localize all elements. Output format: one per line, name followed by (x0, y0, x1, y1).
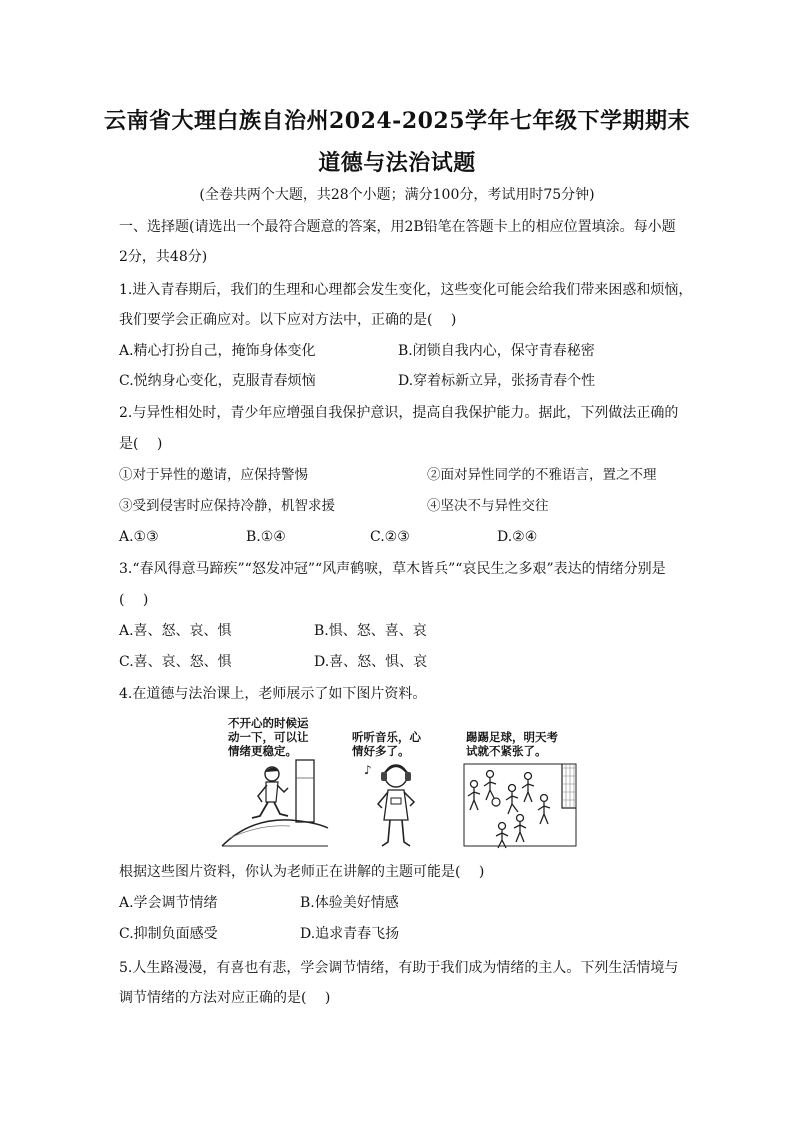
q1-option-a: A.精心打扮自己，掩饰身体变化 (119, 343, 316, 359)
q4-option-b: B.体验美好情感 (300, 895, 399, 911)
section-instruction-line2: 2分，共48分) (119, 249, 208, 265)
q4-picture1-caption-line1: 不开心的时候运 (228, 716, 309, 730)
svg-text:♪: ♪ (364, 763, 372, 777)
q4-stem: 4.在道德与法治课上，老师展示了如下图片资料。 (119, 686, 427, 702)
q4-picture2-caption-line2: 情好多了。 (352, 744, 410, 758)
q1-option-d: D.穿着标新立异，张扬青春个性 (398, 373, 596, 389)
q1-stem-line2: 我们要学会正确应对。以下应对方法中，正确的是( ) (119, 312, 457, 328)
q4-picture1-caption-line2: 动一下，可以让 (228, 730, 309, 744)
q4-picture3-football-illustration (462, 758, 580, 850)
q2-statement-4: ④坚决不与异性交往 (427, 498, 549, 514)
q2-option-d: D.②④ (497, 529, 538, 545)
q1-option-b: B.闭锁自我内心，保守青春秘密 (398, 343, 595, 359)
q1-stem-line1: 1.进入青春期后，我们的生理和心理都会发生变化，这些变化可能会给我们带来困惑和烦恼， (119, 282, 693, 298)
q5-stem-line2: 调节情绪的方法对应正确的是( ) (119, 990, 331, 1006)
q4-picture3-caption-line2: 试就不紧张了。 (466, 744, 547, 758)
q2-option-c: C.②③ (370, 529, 410, 545)
q4-picture1-running-illustration (220, 758, 330, 850)
q4-picture2-music-illustration (360, 758, 430, 850)
q4-stem-line2: 根据这些图片资料，你认为老师正在讲解的主题可能是( ) (119, 864, 485, 880)
q3-option-a: A.喜、怒、哀、惧 (119, 623, 232, 639)
q2-option-b: B.①④ (246, 529, 286, 545)
exam-title-line1: 云南省大理白族自治州2024-2025学年七年级下学期期末 (103, 108, 691, 134)
q1-option-c: C.悦纳身心变化，克服青春烦恼 (119, 373, 316, 389)
q2-stem-line1: 2.与异性相处时，青少年应增强自我保护意识，提高自我保护能力。据此，下列做法正确的 (119, 405, 679, 421)
q2-statement-2: ②面对异性同学的不雅语言，置之不理 (427, 467, 657, 483)
exam-subtitle: (全卷共两个大题，共28个小题；满分100分，考试用时75分钟) (199, 187, 595, 203)
q3-stem-line1: 3.“春风得意马蹄疾”“怒发冲冠”“风声鹤唳，草木皆兵”“哀民生之多艰”表达的情绪分别是 (119, 561, 666, 577)
section-instruction-line1: 一、选择题(请选出一个最符合题意的答案，用2B铅笔在答题卡上的相应位置填涂。每小题 (119, 219, 676, 235)
q2-stem-line2: 是( ) (119, 436, 163, 452)
q4-picture2-caption-line1: 听听音乐，心 (352, 730, 421, 744)
q3-option-d: D.喜、怒、惧、哀 (314, 654, 428, 670)
q4-picture3-caption-line1: 踢踢足球，明天考 (466, 730, 558, 744)
q2-statement-3: ③受到侵害时应保持冷静，机智求援 (119, 498, 335, 514)
q3-stem-line2: ( ) (119, 592, 149, 608)
q4-option-a: A.学会调节情绪 (119, 895, 218, 911)
q4-option-d: D.追求青春飞扬 (300, 926, 400, 942)
exam-title-line2: 道德与法治试题 (318, 150, 476, 176)
q2-option-a: A.①③ (119, 529, 159, 545)
q5-stem-line1: 5.人生路漫漫，有喜也有悲，学会调节情绪，有助于我们成为情绪的主人。下列生活情境与 (119, 960, 679, 976)
q3-option-b: B.惧、怒、喜、哀 (314, 623, 427, 639)
q4-option-c: C.抑制负面感受 (119, 926, 218, 942)
q3-option-c: C.喜、哀、怒、惧 (119, 654, 232, 670)
q2-statement-1: ①对于异性的邀请，应保持警惕 (119, 467, 308, 483)
q4-picture1-caption-line3: 情绪更稳定。 (228, 744, 297, 758)
